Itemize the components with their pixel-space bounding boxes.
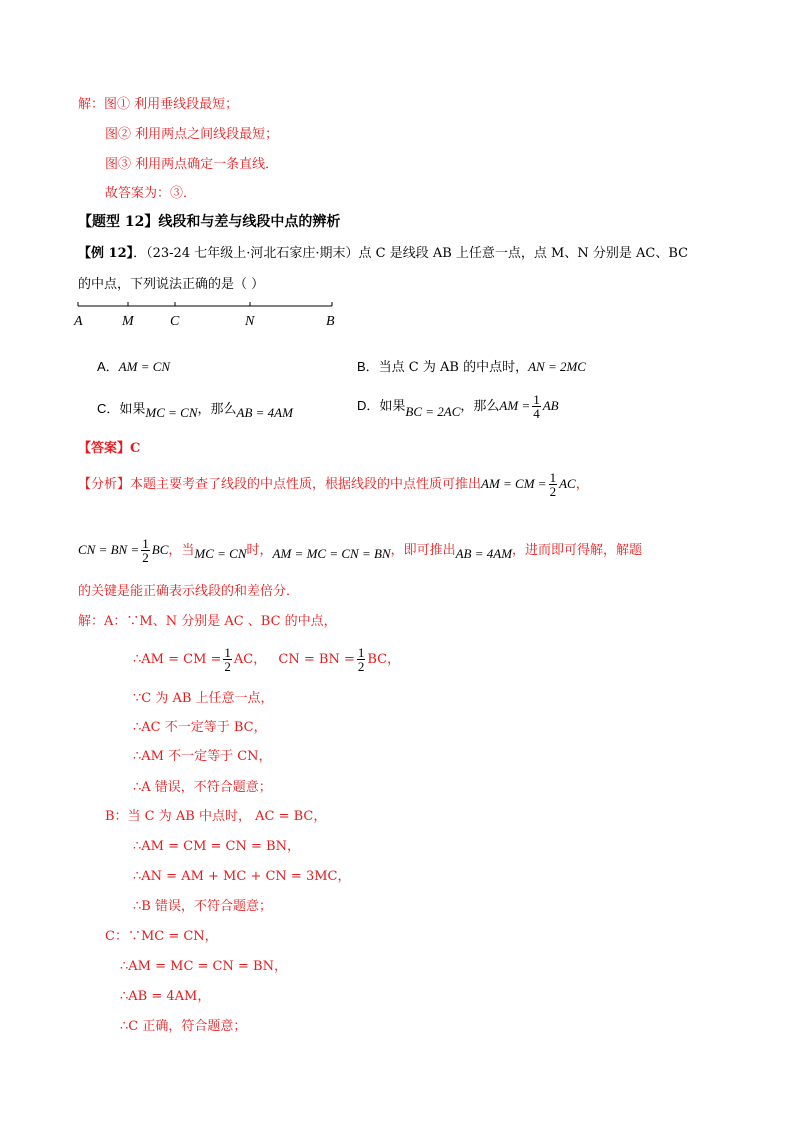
analysis-eq1b: AC — [559, 476, 576, 491]
analysis-eq2b: BC — [151, 542, 169, 557]
solution-a-1: 解：A：∵M、N 分别是 AC 、BC 的中点， — [78, 614, 337, 629]
analysis-t4: ，进而即可得解，解题 — [512, 543, 643, 558]
frac-num: 1 — [357, 645, 365, 660]
option-b-label: B． — [357, 359, 379, 374]
option-d[interactable] — [357, 392, 559, 421]
option-d-expr1: BC = 2AC — [405, 404, 461, 419]
sol-a2d: BC， — [367, 652, 401, 667]
option-b-text: 当点 C 为 AB 的中点时， — [378, 360, 529, 375]
option-a[interactable] — [97, 358, 170, 377]
analysis-line-1 — [78, 470, 589, 499]
solution-c-1: C：∵MC = CN， — [105, 929, 218, 944]
sol-a2c: CN = BN = — [278, 652, 355, 667]
analysis-line-3: 的关键是能正确表示线段的和差倍分． — [78, 584, 300, 599]
example-line-1 — [78, 245, 688, 263]
solution-a-4: ∴AC 不一定等于 BC， — [133, 720, 267, 735]
option-c-label: C．如果 — [97, 401, 146, 416]
option-c-expr2: AB = 4AM — [236, 405, 293, 420]
option-a-label: A． — [97, 359, 119, 374]
label-a: A — [74, 314, 83, 328]
example-text-2: 的中点，下列说法正确的是（ ） — [78, 277, 265, 292]
analysis-frac-2 — [141, 537, 150, 564]
solution-line-4: 故答案为：③． — [105, 186, 197, 201]
analysis-eq3: MC = CN — [194, 546, 247, 561]
solution-a-3: ∵C 为 AB 上任意一点， — [133, 691, 274, 706]
label-n: N — [245, 314, 255, 328]
frac-den: 2 — [142, 550, 149, 565]
example-tag: 【例 12】 — [78, 246, 134, 261]
solution-a-5: ∴AM 不一定等于 CN， — [133, 749, 272, 764]
analysis-t2: 时， — [246, 543, 273, 558]
frac-den: 2 — [357, 659, 365, 674]
analysis-comma: ， — [575, 477, 589, 492]
solution-c-4: ∴C 正确，符合题意； — [120, 1019, 247, 1034]
analysis-line-2 — [78, 536, 642, 565]
option-d-label: D．如果 — [357, 398, 406, 413]
option-c-mid: ，那么 — [197, 402, 237, 417]
option-d-fraction — [532, 393, 541, 420]
solution-b-1: B：当 C 为 AB 中点时， AC = BC， — [105, 809, 327, 824]
example-text-1: ．（23-24 七年级上·河北石家庄·期末）点 C 是线段 AB 上任意一点，点 M、N 分别是 AC、BC — [133, 246, 689, 261]
solution-line-3: 图③ 利用两点确定一条直线． — [105, 157, 279, 172]
analysis-t1: ，当 — [168, 543, 195, 558]
sol-frac-2 — [357, 646, 366, 673]
option-d-mid: ，那么 — [460, 399, 500, 414]
label-b: B — [326, 314, 335, 328]
option-c[interactable] — [97, 400, 293, 419]
frac-num: 1 — [533, 392, 540, 407]
frac-den: 2 — [549, 484, 557, 499]
solution-a-2 — [133, 646, 400, 674]
sol-a2b: AC， — [233, 652, 267, 667]
section-title: 【题型 12】线段和与差与线段中点的辨析 — [78, 214, 341, 230]
analysis-head: 【分析】本题主要考查了线段的中点性质，根据线段的中点性质可推出 — [78, 477, 482, 492]
analysis-t3: ，即可推出 — [390, 543, 456, 558]
solution-b-4: ∴B 错误，不符合题意； — [133, 899, 272, 914]
solution-c-2: ∴AM = MC = CN = BN， — [120, 959, 287, 974]
frac-den: 2 — [224, 659, 231, 674]
solution-b-3: ∴AN = AM + MC + CN = 3MC， — [133, 869, 351, 884]
frac-num: 1 — [549, 470, 557, 485]
solution-line-1: 解：图① 利用垂线段最短； — [78, 97, 239, 112]
answer: 【答案】C — [78, 441, 141, 456]
solution-a-6: ∴A 错误，不符合题意； — [133, 780, 272, 795]
option-b[interactable] — [357, 358, 586, 377]
analysis-eq1a: AM = CM = — [481, 476, 547, 491]
label-c: C — [170, 314, 180, 328]
segment-figure — [70, 296, 340, 328]
option-c-expr1: MC = CN — [145, 405, 198, 420]
solution-b-2: ∴AM = CM = CN = BN， — [133, 839, 300, 854]
frac-den: 4 — [533, 406, 540, 421]
option-d-expr2a: AM = — [499, 398, 531, 413]
analysis-eq4: AM = MC = CN = BN — [272, 546, 391, 561]
label-m: M — [122, 314, 134, 328]
solution-line-2: 图② 利用两点之间线段最短； — [105, 127, 279, 142]
option-a-expr: AM = CN — [118, 359, 171, 374]
analysis-eq5: AB = 4AM — [455, 546, 513, 561]
solution-c-3: ∴AB = 4AM， — [120, 989, 211, 1004]
option-d-expr2b: AB — [542, 398, 559, 413]
frac-num: 1 — [224, 645, 231, 660]
sol-frac-1 — [223, 646, 232, 673]
analysis-eq2a: CN = BN = — [78, 542, 140, 557]
frac-num: 1 — [142, 536, 149, 551]
option-b-expr: AN = 2MC — [528, 359, 586, 374]
analysis-frac-1 — [549, 471, 558, 498]
sol-a2a: ∴AM = CM = — [133, 652, 222, 667]
